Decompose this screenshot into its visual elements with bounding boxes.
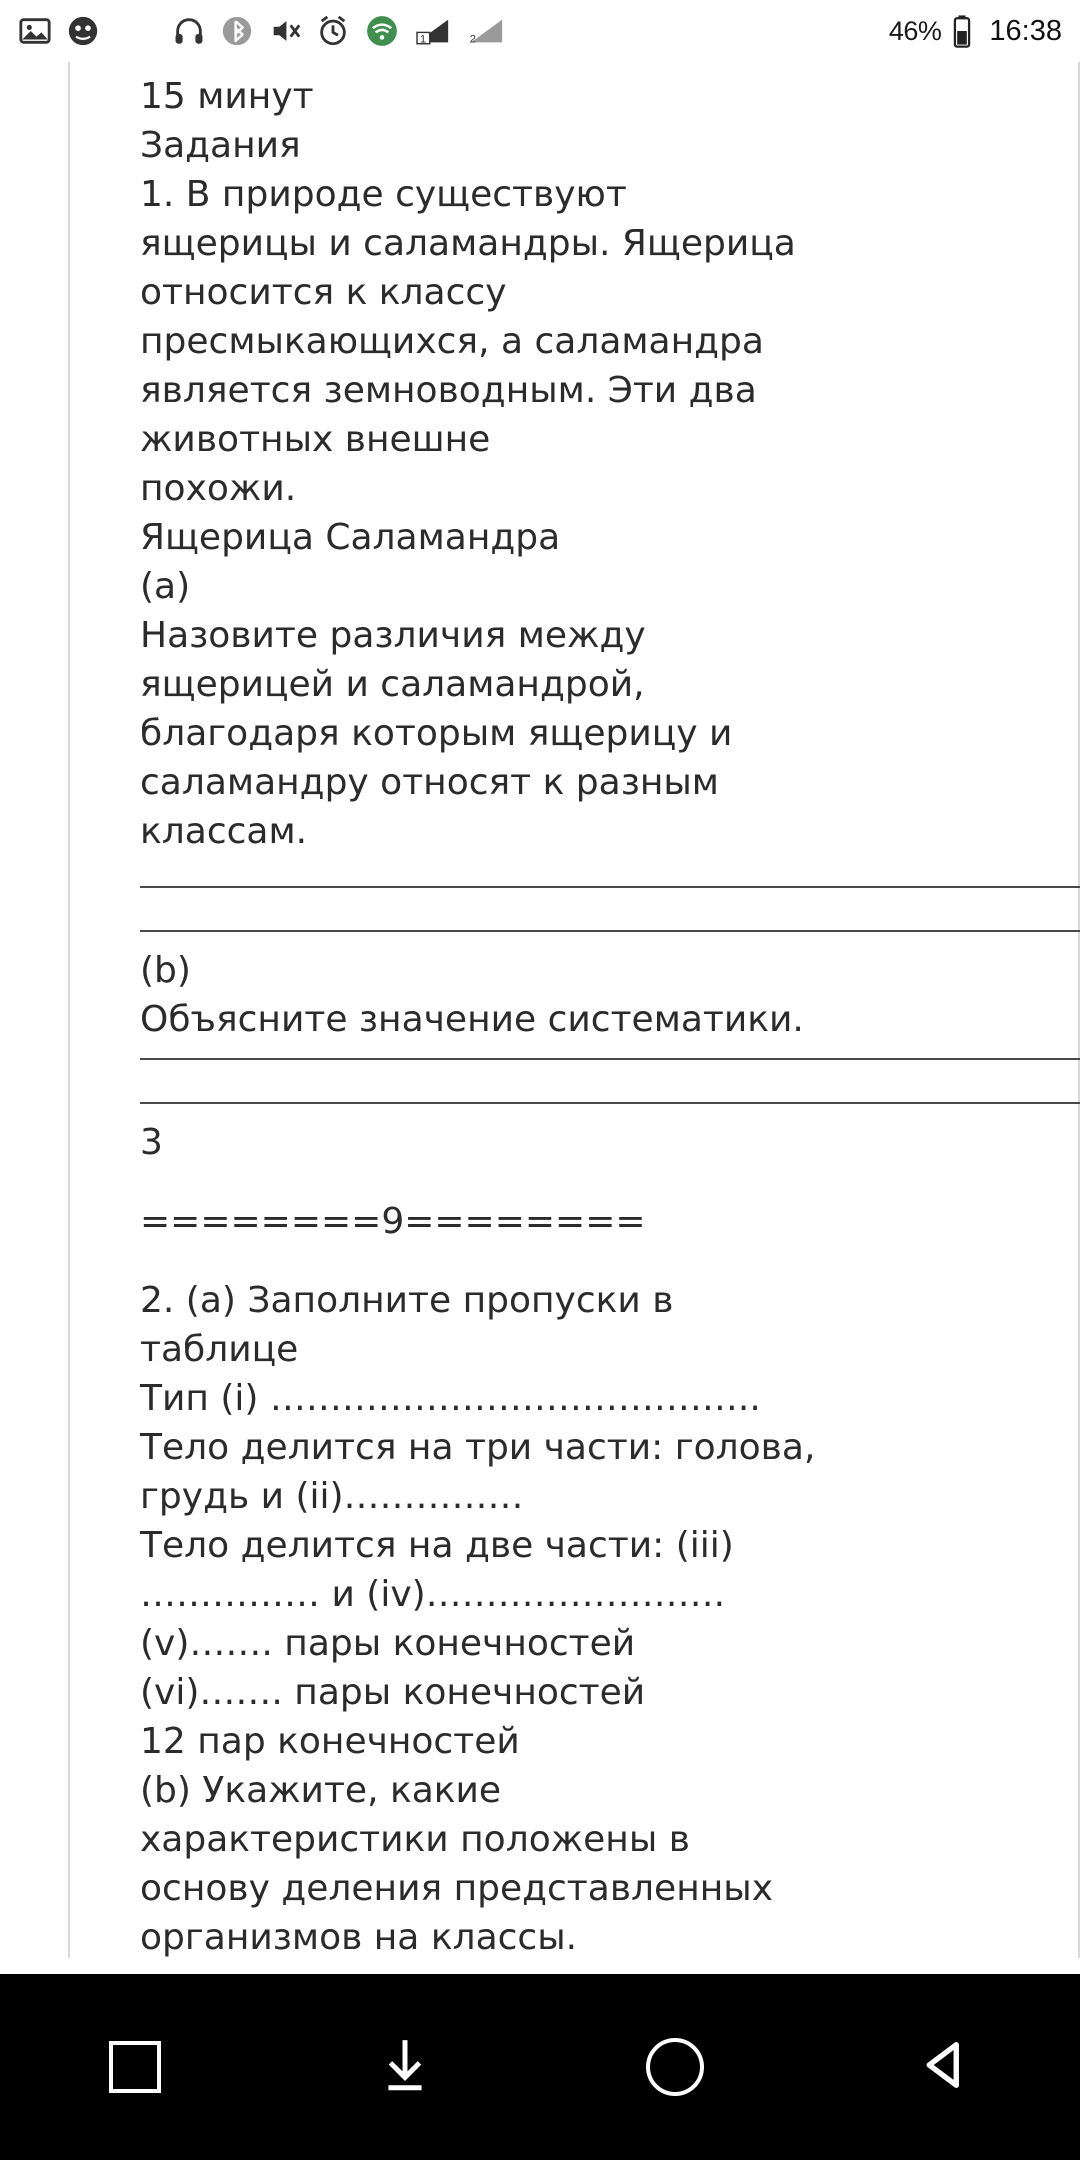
doc-line: животных внешне [140,419,491,460]
download-button[interactable] [345,2007,465,2127]
wifi-icon [364,14,400,48]
doc-line: относится к классу [140,272,507,313]
status-bar-left-icons [18,14,508,48]
spacer [140,1167,1078,1197]
doc-line: (a) [140,566,191,607]
doc-line: таблице [140,1329,299,1370]
doc-line: …………… и (iv)……………………. [140,1574,726,1615]
status-bar-clock: 16:38 [989,14,1062,47]
doc-line: организмов на классы. [140,1917,578,1958]
doc-line: Назовите различия между [140,615,646,656]
system-navigation-bar [0,1974,1080,2160]
doc-line: Тело делится на две части: (iii) [140,1525,734,1566]
doc-line: саламандру относят к разным [140,762,719,803]
doc-line: (v)……. пары конечностей [140,1623,636,1664]
doc-line: основу деления представленных [140,1868,774,1909]
doc-line: Задания [140,125,301,166]
recents-icon [109,2041,161,2093]
doc-line: благодаря которым ящерицу и [140,713,733,754]
back-button[interactable] [885,2007,1005,2127]
spacer [140,932,1078,946]
page-bottom-edge [0,1958,1080,1974]
battery-icon [951,14,973,48]
doc-line: ящерицы и саламандры. Ящерица [140,223,796,264]
spacer [140,1044,1078,1058]
section-separator: ========9======== [140,1201,646,1242]
status-bar-right [889,14,1062,48]
document-viewer[interactable] [0,62,1080,1974]
score-value: 3 [140,1122,163,1163]
doc-line: Ящерица Саламандра [140,517,561,558]
section-b-text: Объясните значение систематики. [140,999,804,1040]
signal-sim2-icon [468,14,508,48]
headphones-icon [172,14,206,48]
doc-line: 15 минут [140,76,314,117]
spacer [140,1060,1078,1102]
image-icon [18,14,52,48]
doc-line: 1. В природе существуют [140,174,627,215]
spacer [140,1104,1078,1118]
doc-line: (vi)……. пары конечностей [140,1672,646,1713]
doc-line: (b) Укажите, какие [140,1770,502,1811]
home-icon [646,2038,704,2096]
doc-line: похожи. [140,468,297,509]
document-page [68,62,1080,1974]
download-icon [379,2036,431,2099]
signal-sim1-icon [414,14,454,48]
status-bar [0,0,1080,62]
bluetooth-icon [220,14,254,48]
doc-line: 2. (a) Заполните пропуски в [140,1280,674,1321]
home-button[interactable] [615,2007,735,2127]
doc-line: классам. [140,811,308,852]
doc-line: Тело делится на три части: голова, [140,1427,816,1468]
doc-line: Тип (i) ………………………………….. [140,1378,761,1419]
spacer [140,1246,1078,1276]
spacer [140,856,1078,886]
app-badge-icon [66,14,100,48]
doc-line: является земноводным. Эти два [140,370,757,411]
recents-button[interactable] [75,2007,195,2127]
back-icon [918,2038,972,2097]
section-b-label: (b) [140,950,191,991]
doc-line: 12 пар конечностей [140,1721,520,1762]
mute-icon [268,14,302,48]
alarm-icon [316,14,350,48]
spacer [140,888,1078,930]
svg-text:2: 2 [469,33,476,46]
battery-percent: 46% [888,15,942,46]
doc-line: ящерицей и саламандрой, [140,664,645,705]
doc-line: грудь и (ii)…………… [140,1476,524,1517]
svg-text:1: 1 [419,33,427,46]
doc-line: характеристики положены в [140,1819,690,1860]
doc-line: пресмыкающихся, а саламандра [140,321,764,362]
